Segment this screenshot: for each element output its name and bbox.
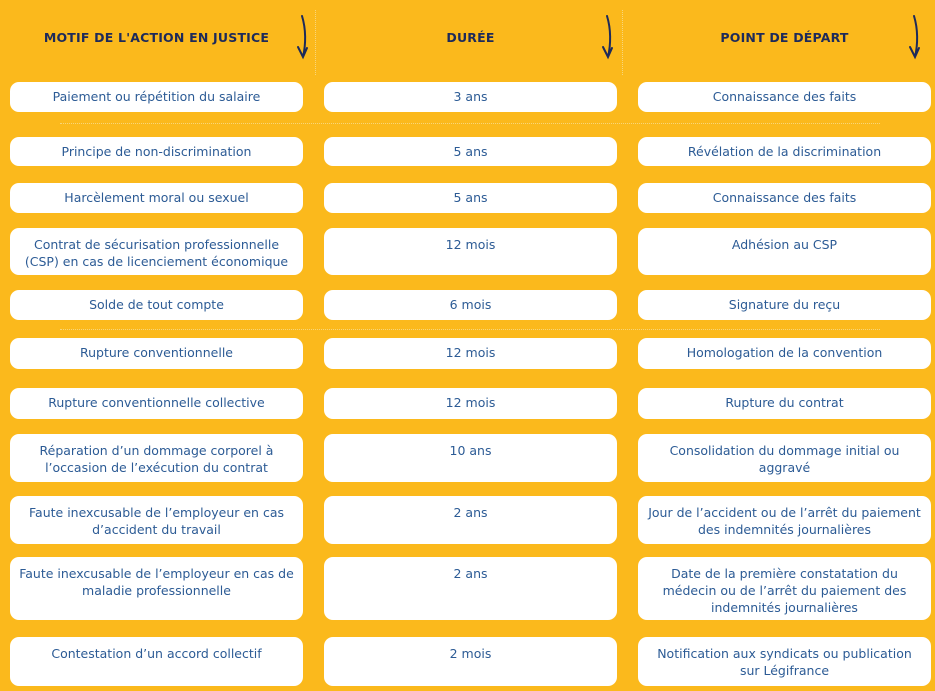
cell-motif: Faute inexcusable de l’employeur en cas d’accident du travail: [10, 496, 303, 544]
cell-duree: 12 mois: [324, 228, 617, 275]
header-depart-label: POINT DE DÉPART: [720, 30, 849, 45]
arrow-down-icon: [601, 14, 615, 60]
cell-depart: Date de la première constatation du médecin ou de l’arrêt du paiement des indemnités journalières: [638, 557, 931, 620]
cell-depart: Signature du reçu: [638, 290, 931, 320]
cell-duree: 12 mois: [324, 388, 617, 419]
cell-duree: 12 mois: [324, 338, 617, 369]
cell-motif: Solde de tout compte: [10, 290, 303, 320]
cell-duree: 3 ans: [324, 82, 617, 112]
row-divider: [60, 329, 880, 330]
arrow-down-icon: [296, 14, 310, 60]
cell-motif: Réparation d’un dommage corporel à l’occasion de l’exécution du contrat: [10, 434, 303, 482]
cell-depart: Notification aux syndicats ou publication sur Légifrance: [638, 637, 931, 686]
cell-depart: Connaissance des faits: [638, 183, 931, 213]
cell-motif: Contrat de sécurisation professionnelle (CSP) en cas de licenciement économique: [10, 228, 303, 275]
cell-motif: Rupture conventionnelle: [10, 338, 303, 369]
cell-duree: 2 mois: [324, 637, 617, 686]
cell-duree: 6 mois: [324, 290, 617, 320]
header-depart: [638, 0, 931, 75]
header-motif-label: MOTIF DE L'ACTION EN JUSTICE: [43, 30, 270, 45]
cell-depart: Jour de l’accident ou de l’arrêt du paiement des indemnités journalières: [638, 496, 931, 544]
cell-motif: Contestation d’un accord collectif: [10, 637, 303, 686]
cell-depart: Homologation de la convention: [638, 338, 931, 369]
cell-duree: 2 ans: [324, 496, 617, 544]
cell-depart: Révélation de la discrimination: [638, 137, 931, 166]
cell-motif: Faute inexcusable de l’employeur en cas de maladie professionnelle: [10, 557, 303, 620]
cell-depart: Connaissance des faits: [638, 82, 931, 112]
cell-duree: 10 ans: [324, 434, 617, 482]
column-divider: [622, 10, 623, 75]
header-duree: [324, 0, 617, 75]
cell-depart: Rupture du contrat: [638, 388, 931, 419]
cell-motif: Principe de non-discrimination: [10, 137, 303, 166]
cell-motif: Paiement ou répétition du salaire: [10, 82, 303, 112]
row-divider: [60, 123, 880, 124]
cell-depart: Consolidation du dommage initial ou aggravé: [638, 434, 931, 482]
header-duree-label: DURÉE: [446, 30, 495, 45]
header-motif: [10, 0, 303, 75]
cell-duree: 5 ans: [324, 137, 617, 166]
cell-duree: 5 ans: [324, 183, 617, 213]
cell-motif: Rupture conventionnelle collective: [10, 388, 303, 419]
cell-depart: Adhésion au CSP: [638, 228, 931, 275]
arrow-down-icon: [908, 14, 922, 60]
cell-motif: Harcèlement moral ou sexuel: [10, 183, 303, 213]
cell-duree: 2 ans: [324, 557, 617, 620]
column-divider: [315, 10, 316, 75]
